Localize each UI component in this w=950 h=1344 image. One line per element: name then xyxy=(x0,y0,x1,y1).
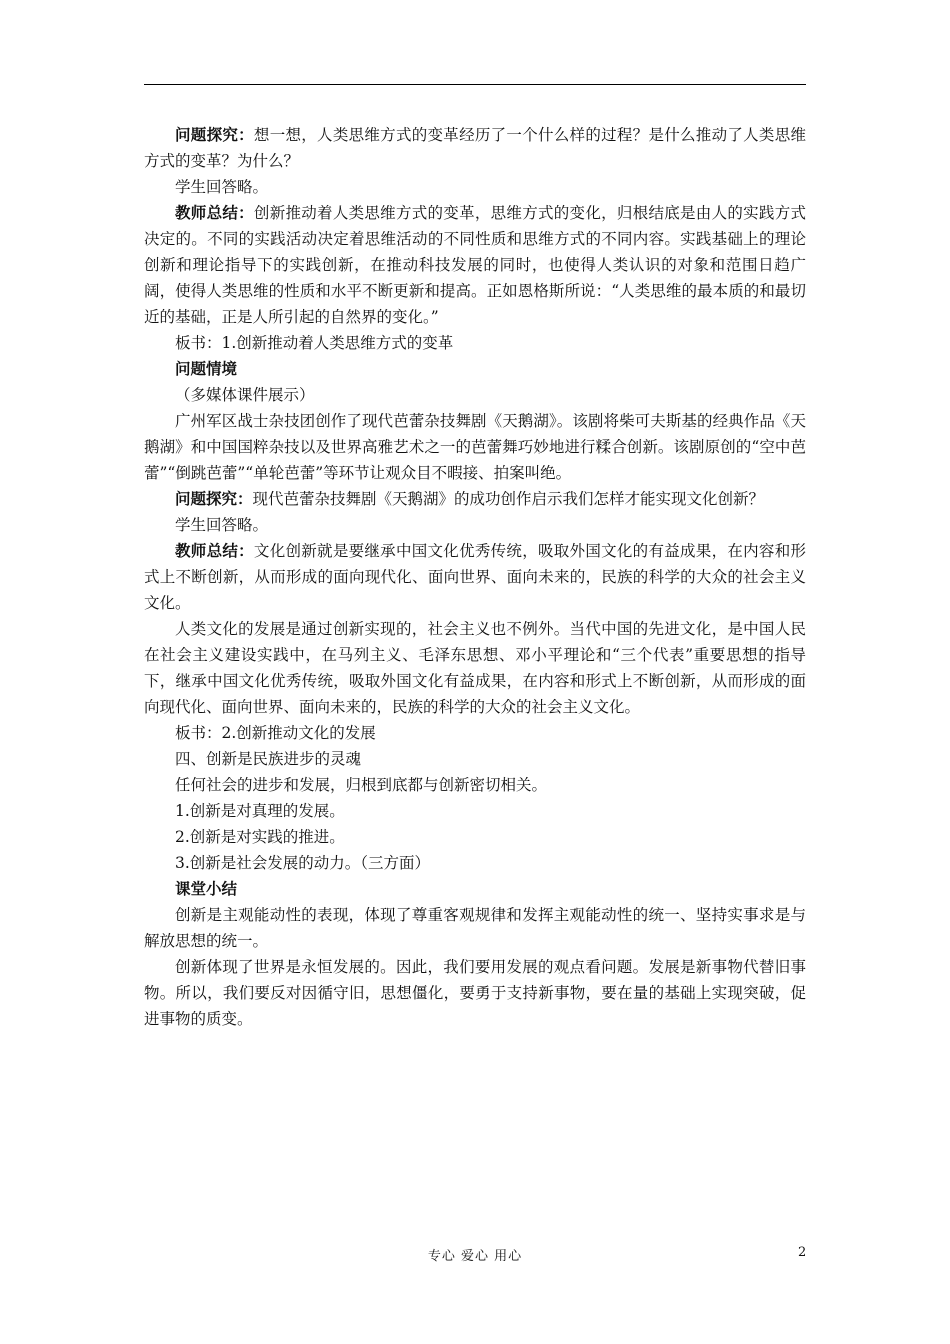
paragraph xyxy=(144,382,806,408)
paragraph xyxy=(144,330,806,356)
paragraph-text: 四、创新是民族进步的灵魂 xyxy=(175,750,362,768)
footer-motto: 专心 爱心 用心 xyxy=(427,1249,523,1264)
paragraph-text: 学生回答略。 xyxy=(175,178,269,196)
list-item xyxy=(144,850,806,876)
paragraph-label: 教师总结： xyxy=(175,203,254,222)
paragraph-text: 文化创新就是要继承中国文化优秀传统，吸取外国文化的有益成果，在内容和形式上不断创新，从而形成的面向现代化、面向世界、面向未来的，民族的科学的大众的社会主义文化。 xyxy=(144,542,806,612)
paragraph xyxy=(144,174,806,200)
paragraph xyxy=(144,512,806,538)
section-heading-label: 问题情境 xyxy=(175,359,238,378)
paragraph-text: 广州军区战士杂技团创作了现代芭蕾杂技舞剧《天鹅湖》。该剧将柴可夫斯基的经典作品《天鹅湖》和中国国粹杂技以及世界高雅艺术之一的芭蕾舞巧妙地进行糅合创新。该剧原创的“空中芭蕾”“倒跳芭蕾”“单轮芭蕾”等环节让观众目不暇接、拍案叫绝。 xyxy=(144,412,806,482)
section-heading xyxy=(144,356,806,382)
paragraph xyxy=(144,616,806,720)
paragraph-label: 教师总结： xyxy=(175,541,254,560)
paragraph-text: 板书：2.创新推动文化的发展 xyxy=(175,724,376,742)
paragraph-text: 想一想，人类思维方式的变革经历了一个什么样的过程？是什么推动了人类思维方式的变革？为什么？ xyxy=(144,126,806,170)
paragraph-label: 问题探究： xyxy=(175,125,254,144)
paragraph xyxy=(144,772,806,798)
paragraph-text: （多媒体课件展示） xyxy=(175,386,315,404)
paragraph-text: 板书：1.创新推动着人类思维方式的变革 xyxy=(175,334,454,352)
paragraph xyxy=(144,200,806,330)
section-heading xyxy=(144,876,806,902)
list-item-text: 2.创新是对实践的推进。 xyxy=(175,828,345,846)
paragraph xyxy=(144,538,806,616)
paragraph-text: 学生回答略。 xyxy=(175,516,269,534)
paragraph-label: 问题探究： xyxy=(175,489,253,508)
list-item xyxy=(144,798,806,824)
paragraph-text: 创新体现了世界是永恒发展的。因此，我们要用发展的观点看问题。发展是新事物代替旧事物。所以，我们要反对因循守旧，思想僵化，要勇于支持新事物，要在量的基础上实现突破，促进事物的质变。 xyxy=(144,958,806,1028)
paragraph-text: 创新推动着人类思维方式的变革，思维方式的变化，归根结底是由人的实践方式决定的。不同的实践活动决定着思维活动的不同性质和思维方式的不同内容。实践基础上的理论创新和理论指导下的实践创新，在推动科技发展的同时，也使得人类认识的对象和范围日趋广阔，使得人类思维的性质和水平不断更新和提高。正如恩格斯所说：“人类思维的最本质的和最切近的基础，正是人所引起的自然界的变化。” xyxy=(144,204,806,326)
paragraph-text: 创新是主观能动性的表现，体现了尊重客观规律和发挥主观能动性的统一、坚持实事求是与解放思想的统一。 xyxy=(144,906,806,950)
document-body xyxy=(144,122,806,1032)
paragraph-text: 现代芭蕾杂技舞剧《天鹅湖》的成功创作启示我们怎样才能实现文化创新？ xyxy=(252,490,765,508)
section-heading-label: 课堂小结 xyxy=(175,879,238,898)
paragraph xyxy=(144,746,806,772)
paragraph xyxy=(144,486,806,512)
paragraph xyxy=(144,902,806,954)
page-number: 2 xyxy=(798,1245,807,1260)
paragraph xyxy=(144,408,806,486)
paragraph xyxy=(144,122,806,174)
list-item-text: 1.创新是对真理的发展。 xyxy=(175,802,345,820)
header-rule xyxy=(144,84,806,85)
list-item-text: 3.创新是社会发展的动力。（三方面） xyxy=(175,854,431,872)
paragraph-text: 人类文化的发展是通过创新实现的，社会主义也不例外。当代中国的先进文化，是中国人民在社会主义建设实践中，在马列主义、毛泽东思想、邓小平理论和“三个代表”重要思想的指导下，继承中国文化优秀传统，吸取外国文化有益成果，在内容和形式上不断创新，从而形成的面向现代化、面向世界、面向未来的，民族的科学的大众的社会主义文化。 xyxy=(144,620,806,716)
list-item xyxy=(144,824,806,850)
paragraph xyxy=(144,720,806,746)
paragraph-text: 任何社会的进步和发展，归根到底都与创新密切相关。 xyxy=(175,776,548,794)
paragraph xyxy=(144,954,806,1032)
